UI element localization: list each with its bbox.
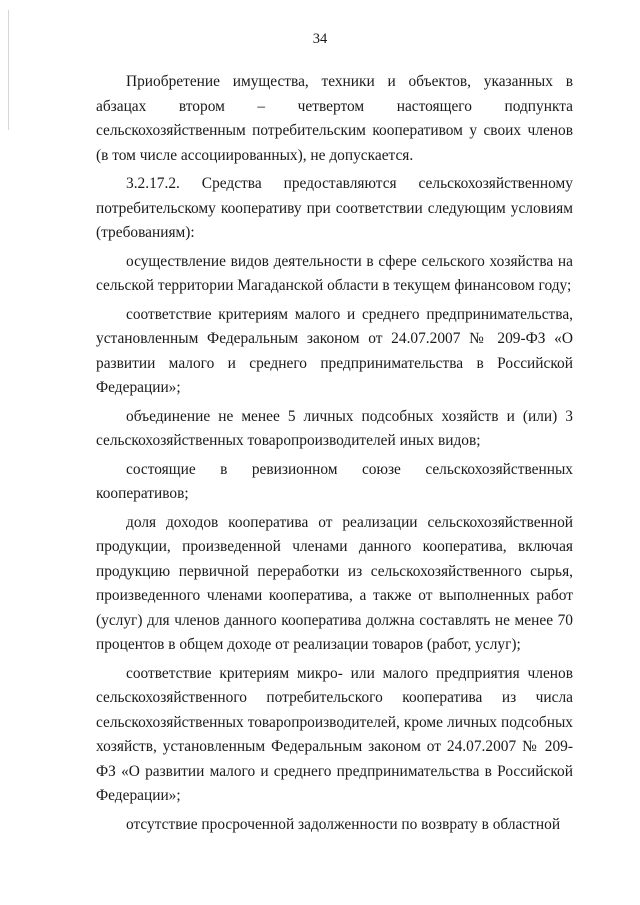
paragraph-condition-audit-union: состоящие в ревизионном союзе сельскохозяйственных кооперативов; [96, 460, 573, 502]
paragraph-condition-sme-criteria: соответствие критериям малого и среднего предпринимательства, установленным Федеральным законом от 24.07.2007 № 209-ФЗ «О развитии малого и среднего предпринимательства в Российской Федерации»; [96, 305, 573, 396]
paragraph-condition-micro-small: соответствие критериям микро- или малого предприятия членов сельскохозяйственного потребительского кооператива из числа сельскохозяйственных товаропроизводителей, кроме личных подсобных хозяйств, установленным Федеральным законом от 24.07.2007 № 209-ФЗ «О развитии малого и среднего предпринимательства в Российской Федерации»; [96, 664, 573, 804]
scan-edge-mark [8, 10, 9, 130]
paragraph-condition-no-debt: отсутствие просроченной задолженности по возврату в областной [126, 815, 561, 833]
paragraph-3-2-17-2: 3.2.17.2. Средства предоставляются сельскохозяйственному потребительскому кооперативу при соответствии следующим условиям (требованиям): [96, 175, 573, 241]
page-number: 34 [312, 31, 328, 47]
paragraph-condition-activity: осуществление видов деятельности в сфере сельского хозяйства на сельской территории Магаданской области в текущем финансовом году; [96, 252, 573, 294]
document-body [96, 70, 573, 838]
paragraph-condition-income-share: доля доходов кооператива от реализации сельскохозяйственной продукции, произведенной членами данного кооператива, включая продукцию первичной переработки из сельскохозяйственного сырья, произведенного членами кооператива, а также от выполненных работ (услуг) для членов данного кооператива должна составлять не менее 70 процентов в общем доходе от реализации товаров (работ, услуг); [96, 513, 573, 653]
paragraph-acquisition-restriction: Приобретение имущества, техники и объектов, указанных в абзацах втором – четвертом настоящего подпункта сельскохозяйственным потребительским кооперативом у своих членов (в том числе ассоциированных), не допускается. [96, 73, 573, 164]
paragraph-condition-members: объединение не менее 5 личных подсобных хозяйств и (или) 3 сельскохозяйственных товаропроизводителей иных видов; [96, 407, 573, 449]
